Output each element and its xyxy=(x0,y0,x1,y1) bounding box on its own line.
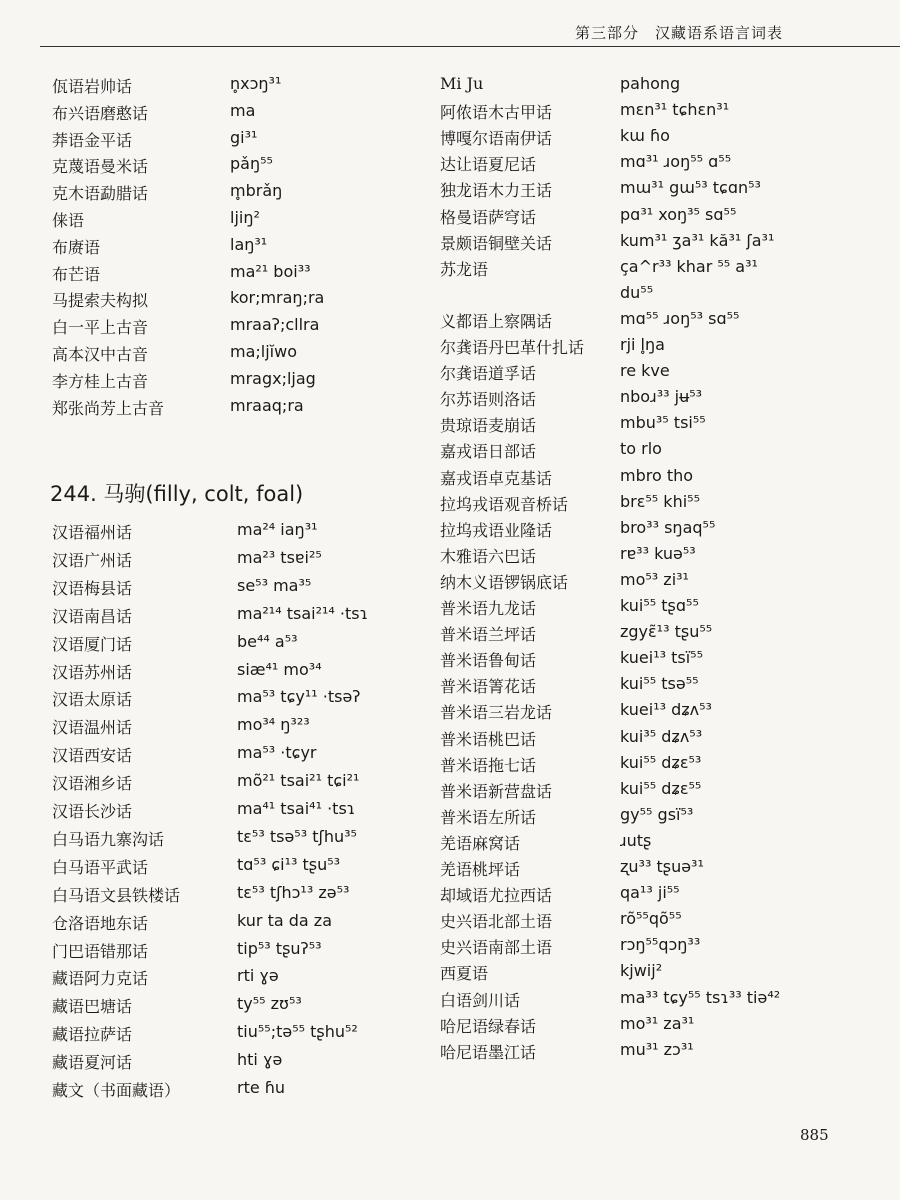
word-form: mɑ³¹ ɹoŋ⁵⁵ ɑ⁵⁵ xyxy=(620,152,732,172)
word-form: kɯ ɦo xyxy=(620,126,670,146)
word-form: brɛ⁵⁵ khi⁵⁵ xyxy=(620,491,700,511)
word-form: re kve xyxy=(620,361,670,381)
language-name: 苏龙语 xyxy=(440,259,489,279)
word-form: kum³¹ ʒa³¹ kă³¹ ʃa³¹ xyxy=(620,230,775,250)
language-name: 嘉戎语卓克基话 xyxy=(440,468,553,488)
word-form: mbu³⁵ tsi⁵⁵ xyxy=(620,413,706,433)
word-form: kuei¹³ dʑʌ⁵³ xyxy=(620,700,712,720)
language-name: 仓洛语地东话 xyxy=(52,913,149,933)
language-name: 汉语长沙话 xyxy=(52,802,133,821)
language-name: 普米语左所话 xyxy=(440,807,537,827)
language-name: 白语剑川话 xyxy=(440,990,521,1010)
language-name: 藏语夏河话 xyxy=(52,1053,133,1073)
word-form: rji l̥ŋa xyxy=(620,335,665,354)
language-name: 汉语梅县话 xyxy=(52,578,133,598)
language-name: 义都语上察隅话 xyxy=(440,311,553,331)
language-name: 木雅语六巴话 xyxy=(440,546,537,566)
word-form: rte ɦu xyxy=(237,1078,286,1097)
language-name: 门巴语错那话 xyxy=(52,941,149,961)
word-form: ma xyxy=(230,100,256,120)
language-name: 哈尼语绿春话 xyxy=(440,1016,537,1036)
language-name: 拉坞戎语观音桥话 xyxy=(440,494,569,514)
word-form: mu³¹ zɔ³¹ xyxy=(620,1039,694,1059)
language-name: 普米语鲁甸话 xyxy=(440,651,537,671)
word-form: siæ⁴¹ mo³⁴ xyxy=(237,659,322,679)
word-form: rɔŋ⁵⁵qɔŋ³³ xyxy=(620,935,701,955)
word-form: gy⁵⁵ gsï⁵³ xyxy=(620,804,694,824)
language-name: 普米语九龙话 xyxy=(440,599,537,618)
language-name: 汉语福州话 xyxy=(52,523,133,542)
language-name: 藏语阿力克话 xyxy=(52,969,149,989)
language-name: 普米语拖七话 xyxy=(440,755,537,775)
word-form: rti ɣə xyxy=(237,966,279,986)
header-rule xyxy=(40,46,900,47)
word-form: mragx;ljag xyxy=(230,368,316,388)
language-name: 白一平上古音 xyxy=(52,318,149,338)
word-form: pɑ³¹ xoŋ³⁵ sɑ⁵⁵ xyxy=(620,204,737,224)
word-form: rɐ³³ kuə⁵³ xyxy=(620,543,696,563)
word-form: tip⁵³ tʂuʔ⁵³ xyxy=(237,938,322,958)
section-title: 244. 马驹(filly, colt, foal) xyxy=(50,482,304,506)
language-name: 李方桂上古音 xyxy=(52,371,149,391)
word-form: be⁴⁴ a⁵³ xyxy=(237,631,298,651)
language-name: 汉语苏州话 xyxy=(52,662,133,682)
word-form: m̥brǎŋ xyxy=(230,181,283,201)
word-form: to rlo xyxy=(620,439,662,459)
word-form: mo³¹ za³¹ xyxy=(620,1013,695,1033)
word-form: laŋ³¹ xyxy=(230,234,268,254)
word-form: ɹutʂ xyxy=(620,830,652,850)
word-form: nboɹ³³ jʉ⁵³ xyxy=(620,387,703,407)
word-form: tɑ⁵³ ɕi¹³ tʂu⁵³ xyxy=(237,854,341,874)
word-form: tɛ⁵³ tʃhɔ¹³ zə⁵³ xyxy=(237,882,350,902)
word-form: se⁵³ ma³⁵ xyxy=(237,575,312,595)
word-form: gi³¹ xyxy=(230,127,258,147)
language-name: 藏语拉萨话 xyxy=(52,1025,133,1045)
header-text: 第三部分 汉藏语系语言词表 xyxy=(575,24,784,42)
language-name: 纳木义语锣锅底话 xyxy=(440,572,569,592)
word-form: mbro tho xyxy=(620,465,694,485)
word-form: ma⁵³ tɕy¹¹ ·tsəʔ xyxy=(237,687,361,707)
word-form: kor;mraŋ;ra xyxy=(230,288,325,308)
word-form: ma³³ tɕy⁵⁵ tsɿ³³ tiə⁴² xyxy=(620,987,781,1007)
language-name: 白马语文县铁楼话 xyxy=(52,885,181,905)
word-form: mo³⁴ ŋ³²³ xyxy=(237,715,310,735)
language-name: 尔龚语丹巴革什扎话 xyxy=(440,338,585,357)
word-form: mɛn³¹ tɕhɛn³¹ xyxy=(620,100,730,120)
language-name: 嘉戎语日部话 xyxy=(440,442,537,462)
word-form: ça^r³³ khar ⁵⁵ a³¹ xyxy=(620,256,758,276)
language-name: 藏文（书面藏语） xyxy=(52,1081,181,1100)
word-form: mõ²¹ tsai²¹ tɕi²¹ xyxy=(237,771,360,791)
word-form: du⁵⁵ xyxy=(620,282,654,302)
language-name: 普米语三岩龙话 xyxy=(440,703,553,723)
language-name: 郑张尚芳上古音 xyxy=(52,398,165,418)
language-name: 羌语麻窝话 xyxy=(440,833,521,853)
word-form: ma²¹⁴ tsai²¹⁴ ·tsɿ xyxy=(237,603,369,623)
language-name: 尔苏语则洛话 xyxy=(440,390,537,410)
word-form: pahong xyxy=(620,74,681,93)
word-form: mraaq;ra xyxy=(230,395,304,415)
language-name: 佤语岩帅话 xyxy=(52,77,133,96)
language-name: 汉语太原话 xyxy=(52,690,133,710)
language-name: 布芒语 xyxy=(52,264,101,284)
language-name: 格曼语萨穹话 xyxy=(440,207,537,227)
language-name: 汉语广州话 xyxy=(52,550,133,570)
language-name: 普米语兰坪话 xyxy=(440,625,537,645)
word-form: kjwij² xyxy=(620,961,663,981)
language-name: 博嘎尔语南伊话 xyxy=(440,129,553,149)
language-name: 藏语巴塘话 xyxy=(52,997,133,1017)
language-name: 景颇语铜壁关话 xyxy=(440,233,553,253)
word-form: ma⁴¹ tsai⁴¹ ·tsɿ xyxy=(237,799,356,818)
language-name: 汉语西安话 xyxy=(52,746,133,766)
word-form: kui⁵⁵ dʑɛ⁵⁵ xyxy=(620,778,702,798)
language-name: 布赓语 xyxy=(52,237,101,257)
language-name: 莽语金平话 xyxy=(52,130,133,150)
language-name: 高本汉中古音 xyxy=(52,345,149,364)
word-form: pǎŋ⁵⁵ xyxy=(230,154,273,174)
word-form: ma²⁴ iaŋ³¹ xyxy=(237,520,318,539)
word-form: zgyɛ̃¹³ tʂu⁵⁵ xyxy=(620,622,713,642)
language-name: Mi Ju xyxy=(440,74,484,93)
word-form: ma⁵³ ·tɕyr xyxy=(237,743,317,763)
language-name: 白马语平武话 xyxy=(52,857,149,877)
word-form: kuei¹³ tsï⁵⁵ xyxy=(620,648,703,668)
language-name: 羌语桃坪话 xyxy=(440,860,521,879)
language-name: 哈尼语墨江话 xyxy=(440,1042,537,1062)
language-name: 白马语九寨沟话 xyxy=(52,829,165,849)
word-form: mɯ³¹ gɯ⁵³ tɕɑn⁵³ xyxy=(620,178,761,198)
word-form: rõ⁵⁵qõ⁵⁵ xyxy=(620,909,682,929)
language-name: 汉语南昌话 xyxy=(52,606,133,626)
word-form: ma²³ tsɐi²⁵ xyxy=(237,547,322,567)
word-form: mraaʔ;cllra xyxy=(230,315,320,335)
language-name: 尔龚语道孚话 xyxy=(440,364,537,384)
word-form: ma²¹ boi³³ xyxy=(230,261,311,281)
word-form: tɛ⁵³ tsə⁵³ tʃhu³⁵ xyxy=(237,826,357,846)
word-form: ʐu³³ tʂuə³¹ xyxy=(620,857,704,876)
language-name: 史兴语南部土语 xyxy=(440,938,553,958)
word-form: kui⁵⁵ dʑɛ⁵³ xyxy=(620,752,702,772)
word-form: kur ta da za xyxy=(237,910,332,930)
language-name: 普米语新营盘话 xyxy=(440,781,553,801)
language-name: 阿侬语木古甲话 xyxy=(440,103,553,123)
language-name: 拉坞戎语业隆话 xyxy=(440,520,553,540)
word-form: kui³⁵ dʑʌ⁵³ xyxy=(620,726,703,746)
word-form: bro³³ sŋaq⁵⁵ xyxy=(620,517,716,537)
word-form: tiu⁵⁵;tə⁵⁵ tʂhu⁵² xyxy=(237,1022,358,1042)
word-form: n̥xɔŋ³¹ xyxy=(230,74,282,93)
language-name: 汉语湘乡话 xyxy=(52,774,133,794)
word-form: kui⁵⁵ tsə⁵⁵ xyxy=(620,674,699,694)
language-name: 普米语桃巴话 xyxy=(440,729,537,749)
language-name: 西夏语 xyxy=(440,964,489,984)
language-name: 布兴语磨憨话 xyxy=(52,103,149,123)
language-name: 汉语厦门话 xyxy=(52,634,133,654)
language-name: 克蔑语曼米话 xyxy=(52,157,149,177)
word-form: hti ɣə xyxy=(237,1050,283,1070)
language-name: 汉语温州话 xyxy=(52,718,133,738)
word-form: kui⁵⁵ tʂɑ⁵⁵ xyxy=(620,596,699,615)
word-form: ty⁵⁵ zʊ⁵³ xyxy=(237,994,302,1014)
word-form: mo⁵³ zi³¹ xyxy=(620,569,689,589)
language-name: 达让语夏尼话 xyxy=(440,155,537,175)
word-form: qa¹³ ji⁵⁵ xyxy=(620,883,680,903)
word-form: ljiŋ² xyxy=(230,208,260,227)
language-name: 普米语箐花话 xyxy=(440,677,537,697)
language-name: 独龙语木力王话 xyxy=(440,181,553,201)
word-form: mɑ⁵⁵ ɹoŋ⁵³ sɑ⁵⁵ xyxy=(620,308,740,328)
language-name: 却域语尤拉西话 xyxy=(440,886,553,906)
language-name: 克木语勐腊话 xyxy=(52,184,149,204)
language-name: 史兴语北部土语 xyxy=(440,912,553,932)
word-form: ma;ljĭwo xyxy=(230,342,297,361)
language-name: 马提索夫构拟 xyxy=(52,291,149,311)
language-name: 俫语 xyxy=(52,211,85,230)
page-number: 885 xyxy=(800,1126,829,1144)
language-name: 贵琼语麦崩话 xyxy=(440,416,537,436)
